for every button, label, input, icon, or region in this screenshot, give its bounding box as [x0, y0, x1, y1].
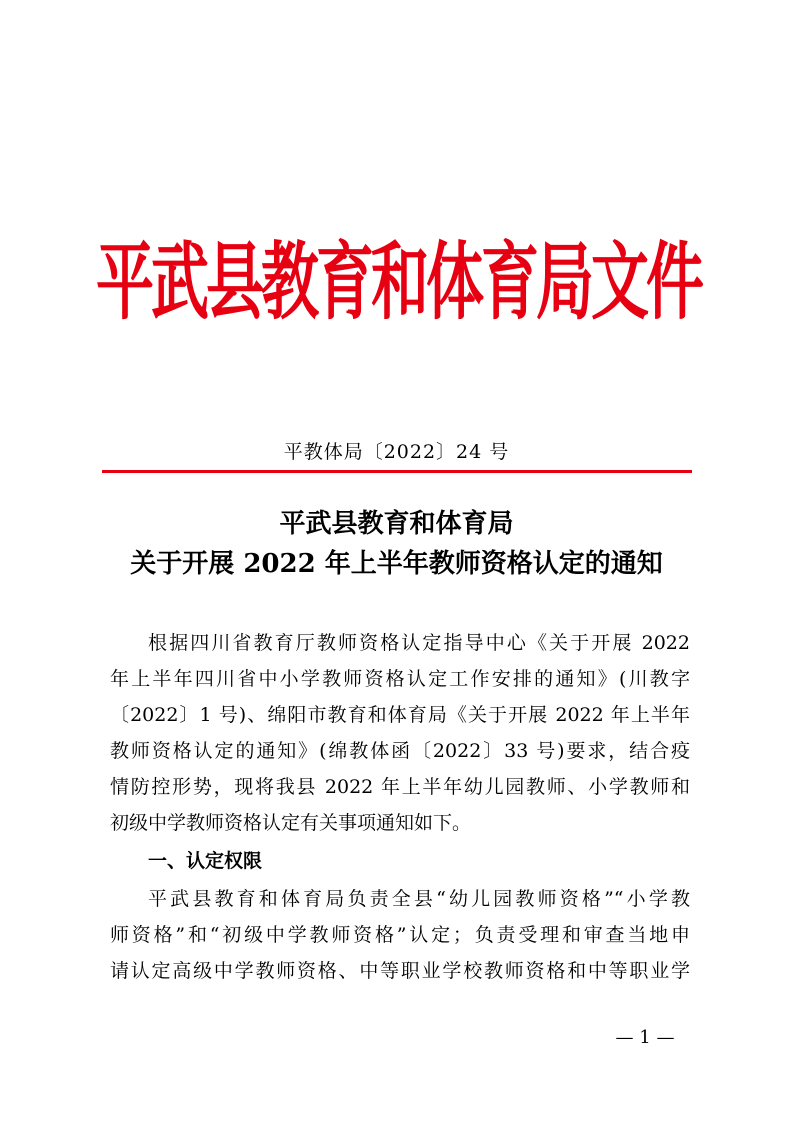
masthead-title: 平武县教育和体育局文件: [96, 232, 702, 332]
document-number: 平教体局〔2022〕24 号: [283, 441, 510, 463]
body-paragraph-line: 师资格”和“初级中学教师资格”认定；负责受理和审查当地申: [110, 924, 690, 946]
notice-title-line-1: 平武县教育和体育局: [279, 509, 514, 539]
body-paragraph-line: 〔2022〕1 号)、绵阳市教育和体育局《关于开展 2022 年上半年: [110, 704, 690, 726]
body-paragraph-line: 初级中学教师资格认定有关事项通知如下。: [110, 812, 472, 834]
body-paragraph-line: 情防控形势，现将我县 2022 年上半年幼儿园教师、小学教师和: [110, 776, 690, 798]
body-paragraph-line: 教师资格认定的通知》(绵教体函〔2022〕33 号)要求，结合疫: [110, 740, 690, 762]
body-paragraph-line: 根据四川省教育厅教师资格认定指导中心《关于开展 2022: [148, 632, 690, 654]
body-paragraph-line: 请认定高级中学教师资格、中等职业学校教师资格和中等职业学: [110, 960, 690, 982]
body-paragraph-line: 平武县教育和体育局负责全县“幼儿园教师资格”“小学教: [148, 888, 690, 910]
page-number: — 1 —: [615, 1027, 675, 1048]
red-divider-rule: [102, 470, 692, 473]
notice-title-line-2: 关于开展 2022 年上半年教师资格认定的通知: [130, 549, 663, 579]
body-paragraph-line: 年上半年四川省中小学教师资格认定工作安排的通知》(川教字: [110, 668, 690, 690]
section-heading: 一、认定权限: [148, 850, 263, 872]
